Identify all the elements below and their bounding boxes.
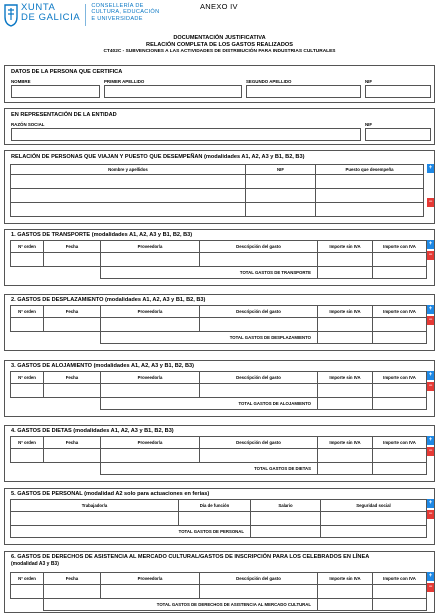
lodging-row-controls [427, 371, 434, 393]
cell[interactable] [373, 318, 427, 332]
table-row [11, 253, 427, 267]
total-cell[interactable] [373, 463, 427, 475]
cell[interactable] [316, 189, 424, 203]
col-proveedor: Proveedor/a [101, 573, 200, 585]
col-fecha: Fecha [44, 241, 101, 253]
cell[interactable] [11, 189, 246, 203]
add-row-button[interactable]: + [428, 573, 433, 579]
cell[interactable] [373, 253, 427, 267]
add-row-button[interactable]: + [428, 241, 433, 247]
travelers-table [10, 164, 424, 217]
cell[interactable] [11, 203, 246, 217]
col-fecha: Fecha [44, 437, 101, 449]
add-row-button[interactable]: + [428, 372, 433, 378]
total-cell[interactable] [321, 526, 427, 538]
add-row-button[interactable]: + [428, 306, 433, 312]
col-worker: Trabajador/a [11, 500, 179, 512]
spacer [11, 463, 101, 475]
spacer [11, 267, 101, 279]
col-orden: Nº orden [11, 437, 44, 449]
cell[interactable] [316, 175, 424, 189]
nombre-field[interactable] [11, 85, 100, 98]
cell[interactable] [200, 449, 318, 463]
table-row [11, 203, 424, 217]
total-row [11, 267, 427, 279]
table-header-row [11, 306, 427, 318]
logo-divider [85, 4, 86, 26]
cell[interactable] [318, 384, 373, 398]
col-sin-iva: Importe sin IVA [318, 372, 373, 384]
apellido2-label: SEGUNDO APELLIDO [246, 79, 292, 84]
col-orden: Nº orden [11, 241, 44, 253]
col-fecha: Fecha [44, 372, 101, 384]
cell[interactable] [11, 318, 44, 332]
col-proveedor: Proveedor/a [101, 241, 200, 253]
cell[interactable] [251, 512, 321, 526]
total-row [11, 599, 427, 611]
remove-row-button[interactable]: − [428, 584, 433, 590]
cell[interactable] [44, 449, 101, 463]
col-con-iva: Importe con IVA [373, 306, 427, 318]
col-orden: Nº orden [11, 372, 44, 384]
remove-row-button[interactable]: − [428, 252, 433, 258]
personal-row-controls [427, 499, 434, 521]
dietas-total-label: TOTAL GASTOS DE DIETAS [101, 463, 318, 475]
col-descripcion: Descripción del gasto [200, 573, 318, 585]
dept-line3: E UNIVERSIDADE [91, 15, 143, 22]
razon-field[interactable] [11, 128, 361, 141]
table-header-row [11, 500, 427, 512]
cell[interactable] [101, 318, 200, 332]
razon-label: RAZÓN SOCIAL [11, 122, 45, 127]
table-row [11, 585, 427, 599]
total-cell[interactable] [373, 332, 427, 344]
col-proveedor: Proveedor/a [101, 306, 200, 318]
col-orden: Nº orden [11, 306, 44, 318]
cell[interactable] [11, 449, 44, 463]
nif-label: NIF [365, 79, 373, 84]
total-cell[interactable] [373, 599, 427, 611]
table-row [11, 318, 427, 332]
col-con-iva: Importe con IVA [373, 437, 427, 449]
col-sin-iva: Importe sin IVA [318, 437, 373, 449]
cell[interactable] [373, 449, 427, 463]
cell[interactable] [101, 253, 200, 267]
col-orden: Nº orden [11, 573, 44, 585]
table-header-row [11, 437, 427, 449]
cell[interactable] [44, 253, 101, 267]
cell[interactable] [11, 384, 44, 398]
cell[interactable] [179, 512, 251, 526]
col-con-iva: Importe con IVA [373, 372, 427, 384]
xunta-logo [4, 3, 159, 27]
cell[interactable] [101, 449, 200, 463]
table-header-row [11, 165, 424, 175]
doc-title-2: RELACIÓN COMPLETA DE LOS GASTOS REALIZADOS [146, 42, 293, 48]
cell[interactable] [44, 384, 101, 398]
annex-label: ANEXO IV [200, 2, 238, 11]
total-cell[interactable] [318, 398, 373, 410]
entity-nif-label: NIF [365, 122, 373, 127]
cell[interactable] [246, 203, 316, 217]
cell[interactable] [321, 512, 427, 526]
total-cell[interactable] [318, 332, 373, 344]
nif-field[interactable] [365, 85, 431, 98]
col-role: Puesto que desempeña [316, 165, 424, 175]
total-cell[interactable] [318, 267, 373, 279]
doc-title-3: CT402C - SUBVENCIONES A LAS ACTIVIDADES DE DISTRIBUCIÓN PARA INDUSTRIAS CULTURALES [103, 49, 336, 54]
total-cell[interactable] [318, 599, 373, 611]
cell[interactable] [200, 318, 318, 332]
cell[interactable] [318, 585, 373, 599]
certifier-title: DATOS DE LA PERSONA QUE CERTIFICA [11, 69, 123, 75]
cell[interactable] [44, 585, 101, 599]
col-descripcion: Descripción del gasto [200, 241, 318, 253]
table-row [11, 449, 427, 463]
remove-row-button[interactable]: − [428, 448, 433, 454]
market-table [10, 572, 427, 611]
logo-line2: DE GALICIA [21, 11, 81, 23]
doc-title-1: DOCUMENTACIÓN JUSTIFICATIVA [173, 35, 266, 41]
page-header [0, 0, 439, 32]
col-sin-iva: Importe sin IVA [318, 241, 373, 253]
market-title: 6. GASTOS DE DERECHOS DE ASISTENCIA AL MERCADO CULTURAL/GASTOS DE INSCRIPCIÓN PARA LOS CELEBRADOS EN LÍNEA [11, 554, 370, 560]
table-header-row [11, 573, 427, 585]
spacer [11, 599, 44, 611]
total-cell[interactable] [373, 398, 427, 410]
dietas-row-controls [427, 436, 434, 458]
logo-line1: XUNTA [21, 2, 56, 13]
cell[interactable] [11, 175, 246, 189]
cell[interactable] [246, 189, 316, 203]
cell[interactable] [373, 384, 427, 398]
apellido1-field[interactable] [104, 85, 242, 98]
table-header-row [11, 372, 427, 384]
total-row [11, 463, 427, 475]
transport-total-label: TOTAL GASTOS DE TRANSPORTE [101, 267, 318, 279]
personal-table [10, 499, 427, 538]
transport-row-controls [427, 240, 434, 262]
col-ss: Seguridad social [321, 500, 427, 512]
cell[interactable] [101, 585, 200, 599]
dietas-table [10, 436, 427, 475]
col-descripcion: Descripción del gasto [200, 372, 318, 384]
cell[interactable] [200, 384, 318, 398]
col-fecha: Fecha [44, 573, 101, 585]
cell[interactable] [11, 253, 44, 267]
col-proveedor: Proveedor/a [101, 372, 200, 384]
cell[interactable] [246, 175, 316, 189]
table-row [11, 189, 424, 203]
cell[interactable] [101, 384, 200, 398]
xunta-emblem-icon [4, 3, 18, 27]
nombre-label: NOMBRE [11, 79, 31, 84]
personal-total-label: TOTAL GASTOS DE PERSONAL [11, 526, 251, 538]
col-con-iva: Importe con IVA [373, 241, 427, 253]
transport-table [10, 240, 427, 279]
col-con-iva: Importe con IVA [373, 573, 427, 585]
cell[interactable] [200, 585, 318, 599]
apellido1-label: PRIMER APELLIDO [104, 79, 145, 84]
col-salary: Salario [251, 500, 321, 512]
market-subtitle: (modalidad A3 y B3) [11, 561, 59, 567]
spacer [11, 398, 101, 410]
col-day: Día de función [179, 500, 251, 512]
total-cell[interactable] [251, 526, 321, 538]
displacement-total-label: TOTAL GASTOS DE DESPLAZAMIENTO [101, 332, 318, 344]
remove-row-button[interactable]: − [428, 511, 433, 517]
add-row-button[interactable]: + [428, 500, 433, 506]
apellido2-field[interactable] [246, 85, 361, 98]
cell[interactable] [316, 203, 424, 217]
add-row-button[interactable]: + [428, 165, 433, 171]
cell[interactable] [318, 318, 373, 332]
total-cell[interactable] [318, 463, 373, 475]
cell[interactable] [318, 253, 373, 267]
market-total-label: TOTAL GASTOS DE DERECHOS DE ASISTENCIA AL MERCADO CULTURAL [44, 599, 318, 611]
table-row [11, 384, 427, 398]
displacement-table [10, 305, 427, 344]
remove-row-button[interactable]: − [428, 317, 433, 323]
spacer [11, 332, 101, 344]
col-descripcion: Descripción del gasto [200, 306, 318, 318]
remove-row-button[interactable]: − [428, 199, 433, 205]
add-row-button[interactable]: + [428, 437, 433, 443]
market-row-controls [427, 572, 434, 594]
col-nif: NIF [246, 165, 316, 175]
remove-row-button[interactable]: − [428, 383, 433, 389]
transport-title: 1. GASTOS DE TRANSPORTE (modalidades A1, A2, A3 y B1, B2, B3) [11, 232, 193, 238]
entity-title: EN REPRESENTACIÓN DE LA ENTIDAD [11, 112, 117, 118]
col-name: Nombre y apellidos [11, 165, 246, 175]
entity-nif-field[interactable] [365, 128, 431, 141]
displacement-title: 2. GASTOS DE DESPLAZAMIENTO (modalidades A1, A2, A3 y B1, B2, B3) [11, 297, 206, 303]
cell[interactable] [318, 449, 373, 463]
travelers-row-controls [427, 164, 434, 209]
cell[interactable] [44, 318, 101, 332]
dept-line1: CONSELLERÍA DE [91, 3, 144, 9]
col-sin-iva: Importe sin IVA [318, 573, 373, 585]
entity-section [4, 108, 435, 145]
displacement-row-controls [427, 305, 434, 327]
lodging-table [10, 371, 427, 410]
col-fecha: Fecha [44, 306, 101, 318]
col-descripcion: Descripción del gasto [200, 437, 318, 449]
cell[interactable] [200, 253, 318, 267]
lodging-title: 3. GASTOS DE ALOJAMIENTO (modalidades A1, A2, A3 y B1, B2, B3) [11, 363, 194, 369]
total-row [11, 526, 427, 538]
table-row [11, 175, 424, 189]
dept-line2: CULTURA, EDUCACIÓN [91, 9, 160, 16]
dietas-title: 4. GASTOS DE DIETAS (modalidades A1, A2, A3 y B1, B2, B3) [11, 428, 174, 434]
cell[interactable] [11, 512, 179, 526]
cell[interactable] [11, 585, 44, 599]
travelers-title: RELACIÓN DE PERSONAS QUE VIAJAN Y PUESTO QUE DESEMPEÑAN (modalidades A1, A2, A3 y B1, B2, B3) [11, 154, 305, 160]
col-proveedor: Proveedor/a [101, 437, 200, 449]
personal-title: 5. GASTOS DE PERSONAL (modalidad A2 solo para actuaciones en ferias) [11, 491, 210, 497]
cell[interactable] [373, 585, 427, 599]
table-row [11, 512, 427, 526]
table-header-row [11, 241, 427, 253]
total-row [11, 398, 427, 410]
certifier-section [4, 65, 435, 103]
total-row [11, 332, 427, 344]
lodging-total-label: TOTAL GASTOS DE ALOJAMIENTO [101, 398, 318, 410]
total-cell[interactable] [373, 267, 427, 279]
col-sin-iva: Importe sin IVA [318, 306, 373, 318]
